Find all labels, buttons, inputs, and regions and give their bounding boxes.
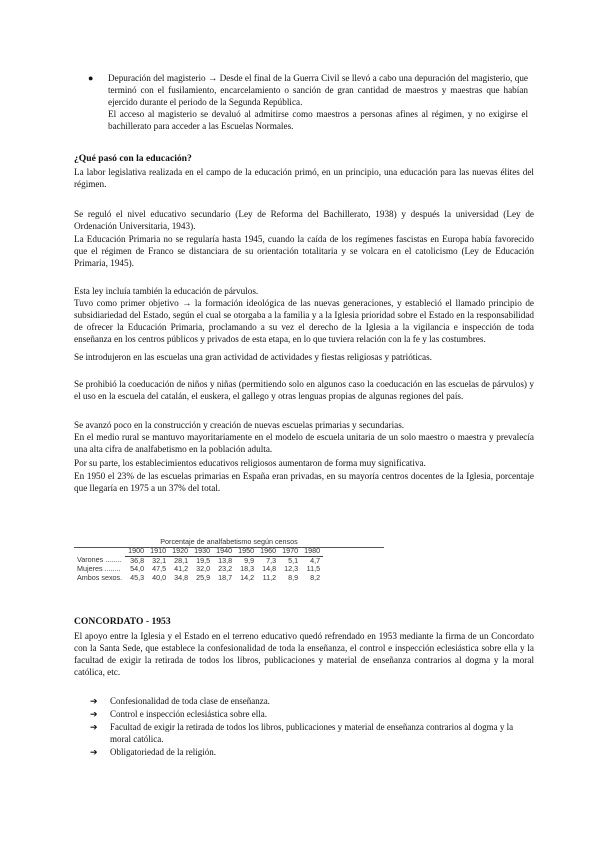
row-label: Ambos sexos. bbox=[77, 572, 123, 582]
census-year: 1950 bbox=[235, 547, 257, 556]
list-item bbox=[90, 722, 530, 744]
paragraph-1950: En 1950 el 23% de las escuelas primarias en España eran privadas, en su mayoría centros docentes de la Iglesia, porcentaje que llegaría en 1975 a un 37% del total. bbox=[74, 471, 534, 493]
cell: 11,5 bbox=[306, 564, 321, 573]
row-label: Mujeres ........ bbox=[77, 564, 121, 573]
section-heading-educacion: ¿Qué pasó con la educación? bbox=[74, 153, 192, 164]
acceso-magisterio-text: El acceso al magisterio se devaluó al admitirse como maestros a personas afines al régimen, y no exigirse el bachillerato para acceder a las Escuelas Normales. bbox=[108, 109, 528, 131]
arrow-right-icon: ➔ bbox=[90, 722, 98, 733]
paragraph-rural: En el medio rural se mantuvo mayoritariamente en el modelo de escuela unitaria de un solo maestro o maestra y prevalecía una alta cifra de analfabetismo en la población adulta. bbox=[74, 432, 534, 454]
census-year: 1920 bbox=[169, 547, 191, 556]
list-item-text: Obligatoriedad de la religión. bbox=[110, 746, 216, 757]
cell: 18,3 bbox=[240, 564, 255, 573]
cell: 14,8 bbox=[262, 564, 277, 573]
list-item bbox=[90, 747, 530, 758]
cell: 8,9 bbox=[288, 572, 299, 582]
cell: 25,9 bbox=[196, 572, 211, 582]
list-item-text: Facultad de exigir la retirada de todos los libros, publicaciones y material de enseñanza contrarios al dogma y la moral católica. bbox=[110, 722, 514, 744]
cell: 11,2 bbox=[262, 572, 277, 582]
cell: 19,5 bbox=[196, 555, 211, 565]
paragraph-parvulos: Esta ley incluía también la educación de párvulos. bbox=[74, 286, 259, 296]
paragraph-avanzo: Se avanzó poco en la construcción y creación de nuevas escuelas primarias y secundarias. bbox=[74, 420, 405, 430]
census-year: 1980 bbox=[301, 547, 323, 556]
census-year: 1910 bbox=[147, 547, 169, 556]
cell: 34,8 bbox=[174, 572, 189, 582]
cell: 7,3 bbox=[266, 555, 277, 565]
cell: 32,0 bbox=[196, 564, 211, 573]
census-year: 1960 bbox=[257, 547, 279, 556]
census-table bbox=[74, 547, 323, 582]
paragraph-secundario: Se reguló el nivel educativo secundario (Ley de Reforma del Bachillerato, 1938) y después la universidad (Ley de Ordenación Universitaria, 1943). bbox=[74, 209, 534, 231]
census-year: 1930 bbox=[191, 547, 213, 556]
cell: 45,3 bbox=[130, 572, 145, 582]
arrow-right-icon: ➔ bbox=[90, 746, 98, 757]
cell: 8,2 bbox=[310, 572, 321, 582]
cell: 41,2 bbox=[174, 564, 189, 573]
cell: 13,8 bbox=[218, 555, 233, 565]
paragraph-religiosos: Por su parte, los establecimientos educativos religiosos aumentaron de forma muy significativa. bbox=[74, 458, 426, 468]
paragraph-coeducacion: Se prohibió la coeducación de niños y niñas (permitiendo solo en algunos caso la coeducación en las escuelas de párvulos) y el uso en la escuela del catalán, el euskera, el gallego y otras lenguas propias de algunas regiones del país. bbox=[74, 379, 534, 401]
paragraph-concordato: El apoyo entre la Iglesia y el Estado en el terreno educativo quedó refrendado en 1953 mediante la firma de un Concordato con la Santa Sede, que establece la confesionalidad de toda la enseñanza, el control e inspección eclesiástica sobre ella y la facultad de exigir la retirada de todos los libros, publicaciones y material de enseñanza contrarios al dogma y la moral católica, etc. bbox=[74, 631, 534, 677]
cell: 36,8 bbox=[130, 555, 145, 565]
list-item-text: Control e inspección eclesiástica sobre ella. bbox=[110, 709, 267, 720]
arrow-right-icon: ➔ bbox=[90, 696, 98, 706]
cell: 12,3 bbox=[284, 564, 299, 573]
row-label: Varones ........ bbox=[77, 555, 122, 565]
cell: 9,9 bbox=[244, 555, 255, 565]
census-table-title: Porcentaje de analfabetismo según censos bbox=[74, 537, 384, 548]
list-item bbox=[90, 696, 530, 707]
list-item-text: Confesionalidad de toda clase de enseñanza. bbox=[110, 696, 270, 706]
cell: 5,1 bbox=[288, 555, 299, 565]
concordato-list bbox=[90, 696, 530, 760]
concordato-heading: CONCORDATO - 1953 bbox=[74, 616, 171, 627]
paragraph-fiestas: Se introdujeron en las escuelas una gran actividad de actividades y fiestas religiosas y patrióticas. bbox=[74, 352, 432, 362]
bullet-icon: ● bbox=[88, 73, 94, 83]
cell: 47,5 bbox=[152, 564, 167, 573]
arrow-right-icon: ➔ bbox=[90, 709, 98, 720]
cell: 4,7 bbox=[310, 555, 321, 565]
paragraph-objetivo: Tuvo como primer objetivo → la formación ideológica de las nuevas generaciones, y estableció el llamado principio de subsidiariedad del Estado, según el cual se otorgaba a la familia y a la Iglesia prioridad sobre el Estado en la responsabilidad de ofrecer la Educación Primaria, proclamando a su vez el derecho de la Iglesia a la vigilancia e inspección de toda enseñanza en los centros públicos y privados de esta etapa, en lo que tuviera relación con la fe y las costumbres. bbox=[74, 298, 534, 344]
cell: 40,0 bbox=[152, 572, 167, 582]
cell: 28,1 bbox=[174, 555, 189, 565]
bullet-depuracion bbox=[108, 72, 528, 132]
census-year: 1940 bbox=[213, 547, 235, 556]
paragraph-labor-legislativa: La labor legislativa realizada en el campo de la educación primó, en un principio, una educación para las nuevas élites del régimen. bbox=[74, 167, 534, 189]
depuracion-text: Depuración del magisterio → Desde el final de la Guerra Civil se llevó a cabo una depuración del magisterio, que terminó con el fusilamiento, encarcelamiento o sanción de gran cantidad de maestros y maestras que habían ejercido durante el periodo de la Segunda República. bbox=[108, 73, 528, 107]
cell: 23,2 bbox=[218, 564, 233, 573]
table-row bbox=[74, 574, 323, 583]
cell: 18,7 bbox=[218, 572, 233, 582]
cell: 54,0 bbox=[130, 564, 145, 573]
list-item bbox=[90, 709, 530, 720]
census-year: 1970 bbox=[279, 547, 301, 556]
census-year: 1900 bbox=[125, 547, 147, 556]
cell: 14,2 bbox=[240, 572, 255, 582]
cell: 32,1 bbox=[152, 555, 167, 565]
paragraph-primaria: La Educación Primaria no se regularía hasta 1945, cuando la caída de los regímenes fascistas en Europa había favorecido que el régimen de Franco se distanciara de su orientación totalitaria y se volcara en el catolicismo (Ley de Educación Primaria, 1945). bbox=[74, 234, 534, 268]
